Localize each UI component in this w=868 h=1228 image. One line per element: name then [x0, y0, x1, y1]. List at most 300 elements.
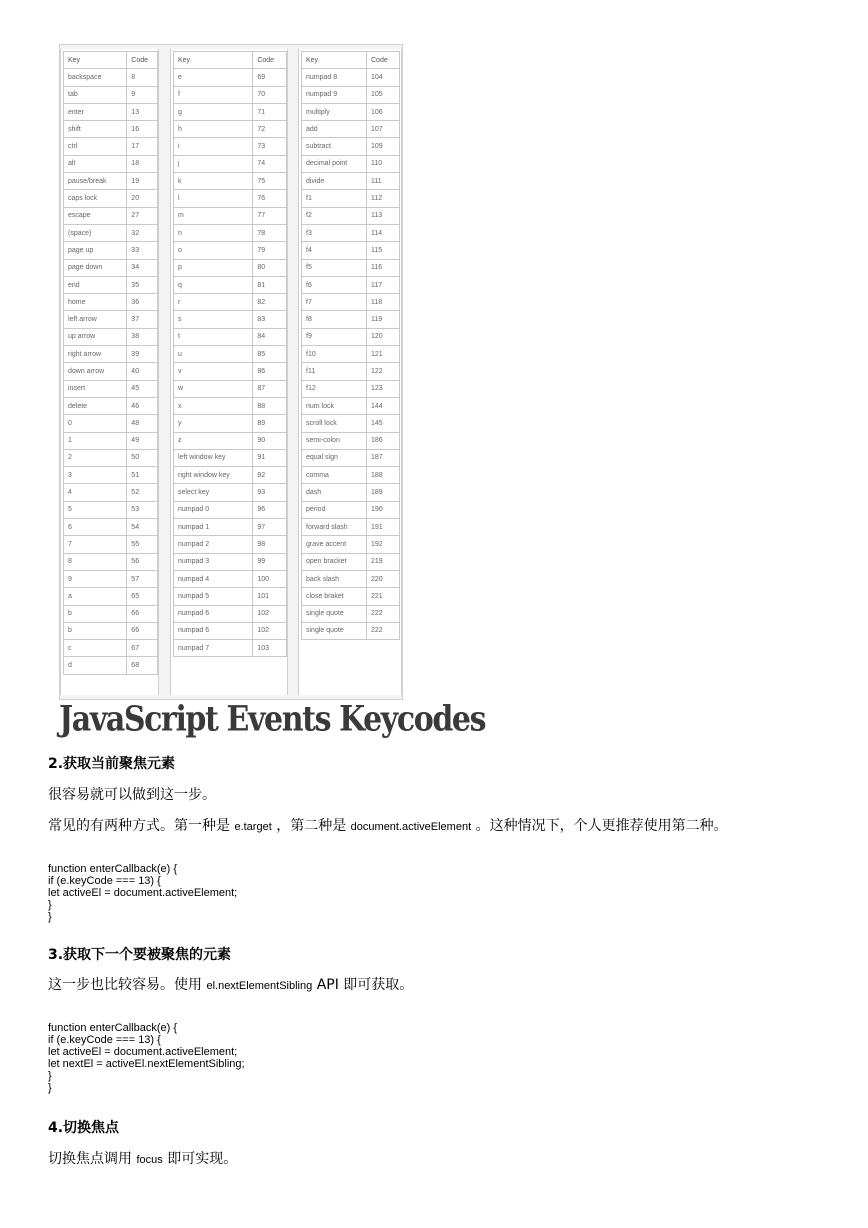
keycode-row — [64, 380, 158, 397]
keycode-row — [64, 363, 158, 380]
key-cell: end — [64, 276, 127, 293]
key-cell: j — [174, 155, 253, 172]
keycode-row — [302, 346, 400, 363]
section-4-heading: 4.切换焦点 — [48, 1120, 120, 1136]
paragraph-text: ，第二种是 — [271, 818, 351, 834]
code-cell: 220 — [367, 570, 400, 587]
key-cell: numpad 5 — [174, 588, 253, 605]
keycode-row — [64, 484, 158, 501]
keycode-row — [174, 155, 287, 172]
key-cell: e — [174, 69, 253, 86]
keycode-row — [174, 276, 287, 293]
code-cell: 188 — [367, 467, 400, 484]
code-cell: 104 — [367, 69, 400, 86]
code-cell: 34 — [127, 259, 158, 276]
keycode-row — [174, 69, 287, 86]
code-line: let activeEl = document.activeElement; — [48, 1046, 238, 1058]
key-cell: dash — [302, 484, 367, 501]
keycode-row — [64, 103, 158, 120]
keycode-row — [174, 622, 287, 639]
keycode-row — [302, 536, 400, 553]
code-cell: 84 — [253, 328, 287, 345]
keycode-row — [174, 467, 287, 484]
key-cell: 8 — [64, 553, 127, 570]
code-cell: 105 — [367, 86, 400, 103]
key-cell: period — [302, 501, 367, 518]
key-cell: right arrow — [64, 346, 127, 363]
keycode-row — [174, 484, 287, 501]
keycode-table-1 — [63, 51, 158, 675]
code-cell: 77 — [253, 207, 287, 224]
code-cell: 67 — [127, 640, 158, 657]
key-cell: (space) — [64, 224, 127, 241]
keycode-row — [302, 570, 400, 587]
inline-code-next-element-sibling: el.nextElementSibling — [206, 980, 313, 992]
code-cell: 106 — [367, 103, 400, 120]
keycode-row — [64, 570, 158, 587]
key-cell: f6 — [302, 276, 367, 293]
key-cell: x — [174, 397, 253, 414]
key-header-cell: Key — [174, 52, 253, 69]
key-cell: grave accent — [302, 536, 367, 553]
code-cell: 89 — [253, 415, 287, 432]
keycode-row — [174, 294, 287, 311]
key-cell: f12 — [302, 380, 367, 397]
keycode-row — [64, 328, 158, 345]
code-cell: 86 — [253, 363, 287, 380]
key-cell: a — [64, 588, 127, 605]
code-cell: 51 — [127, 467, 158, 484]
key-cell: f7 — [302, 294, 367, 311]
keycode-figure — [59, 44, 403, 700]
keycode-row — [302, 276, 400, 293]
key-cell: o — [174, 242, 253, 259]
code-cell: 33 — [127, 242, 158, 259]
code-cell: 145 — [367, 415, 400, 432]
inline-code-focus: focus — [136, 1154, 163, 1166]
code-cell: 189 — [367, 484, 400, 501]
keycode-row — [64, 605, 158, 622]
code-cell: 191 — [367, 519, 400, 536]
key-cell: down arrow — [64, 363, 127, 380]
key-cell: enter — [64, 103, 127, 120]
key-cell: 4 — [64, 484, 127, 501]
inline-code-active-element: document.activeElement — [350, 821, 472, 833]
key-cell: y — [174, 415, 253, 432]
code-cell: 53 — [127, 501, 158, 518]
code-cell: 119 — [367, 311, 400, 328]
keycode-row — [174, 588, 287, 605]
code-cell: 81 — [253, 276, 287, 293]
keycode-row — [302, 103, 400, 120]
code-cell: 109 — [367, 138, 400, 155]
code-cell: 8 — [127, 69, 158, 86]
keycode-row — [174, 640, 287, 657]
keycode-row — [174, 103, 287, 120]
key-cell: q — [174, 276, 253, 293]
keycode-row — [302, 121, 400, 138]
key-cell: z — [174, 432, 253, 449]
code-cell: 71 — [253, 103, 287, 120]
code-line: } — [48, 899, 52, 911]
keycode-row — [302, 380, 400, 397]
code-cell: 68 — [127, 657, 158, 674]
keycode-row — [174, 397, 287, 414]
keycode-row — [64, 432, 158, 449]
code-cell: 13 — [127, 103, 158, 120]
keycode-row — [64, 224, 158, 241]
keycode-row — [174, 519, 287, 536]
keycode-row — [302, 519, 400, 536]
code-cell: 18 — [127, 155, 158, 172]
code-cell: 144 — [367, 397, 400, 414]
code-line: let nextEl = activeEl.nextElementSibling; — [48, 1058, 245, 1070]
code-line: function enterCallback(e) { — [48, 1022, 178, 1034]
key-cell: m — [174, 207, 253, 224]
key-cell: b — [64, 622, 127, 639]
code-cell: 113 — [367, 207, 400, 224]
key-cell: b — [64, 605, 127, 622]
key-cell: f11 — [302, 363, 367, 380]
key-cell: f9 — [302, 328, 367, 345]
key-cell: up arrow — [64, 328, 127, 345]
code-cell: 45 — [127, 380, 158, 397]
key-cell: s — [174, 311, 253, 328]
paragraph-text: 。这种情况下，个人更推荐使用第二种。 — [471, 818, 728, 834]
keycode-row — [302, 207, 400, 224]
keycode-row — [64, 449, 158, 466]
keycode-row — [64, 276, 158, 293]
keycode-row — [174, 449, 287, 466]
keycode-row — [64, 138, 158, 155]
key-cell: f1 — [302, 190, 367, 207]
key-cell: 5 — [64, 501, 127, 518]
section-2-heading: 2.获取当前聚焦元素 — [48, 756, 176, 772]
keycode-row — [174, 501, 287, 518]
key-cell: numpad 4 — [174, 570, 253, 587]
keycode-row — [302, 588, 400, 605]
code-cell: 97 — [253, 519, 287, 536]
code-cell: 112 — [367, 190, 400, 207]
key-cell: numpad 7 — [174, 640, 253, 657]
code-cell: 54 — [127, 519, 158, 536]
code-line: if (e.keyCode === 13) { — [48, 875, 161, 887]
keycode-row — [64, 415, 158, 432]
keycode-row — [302, 138, 400, 155]
code-cell: 36 — [127, 294, 158, 311]
keycode-row — [302, 242, 400, 259]
code-cell: 27 — [127, 207, 158, 224]
keycode-row — [64, 536, 158, 553]
code-cell: 35 — [127, 276, 158, 293]
key-cell: numpad 3 — [174, 553, 253, 570]
key-cell: pause/break — [64, 173, 127, 190]
code-cell: 37 — [127, 311, 158, 328]
keycode-row — [64, 553, 158, 570]
key-cell: multiply — [302, 103, 367, 120]
keycode-column-2 — [170, 49, 288, 695]
keycode-row — [302, 328, 400, 345]
code-block-section-2 — [48, 863, 237, 923]
keycode-row — [174, 536, 287, 553]
code-cell: 32 — [127, 224, 158, 241]
key-cell: comma — [302, 467, 367, 484]
key-header-cell: Key — [302, 52, 367, 69]
keycode-row — [64, 467, 158, 484]
key-cell: f2 — [302, 207, 367, 224]
code-cell: 85 — [253, 346, 287, 363]
code-cell: 49 — [127, 432, 158, 449]
keycode-row — [302, 415, 400, 432]
keycode-row — [64, 173, 158, 190]
keycode-row — [302, 605, 400, 622]
code-cell: 102 — [253, 605, 287, 622]
code-cell: 55 — [127, 536, 158, 553]
keycode-row — [174, 207, 287, 224]
code-line: if (e.keyCode === 13) { — [48, 1034, 161, 1046]
keycode-column-1 — [60, 49, 159, 695]
code-cell: 103 — [253, 640, 287, 657]
code-cell: 90 — [253, 432, 287, 449]
key-cell: 9 — [64, 570, 127, 587]
code-cell: 96 — [253, 501, 287, 518]
keycode-row — [302, 397, 400, 414]
code-cell: 75 — [253, 173, 287, 190]
key-cell: 2 — [64, 449, 127, 466]
keycode-row — [64, 346, 158, 363]
code-cell: 39 — [127, 346, 158, 363]
code-cell: 100 — [253, 570, 287, 587]
key-cell: t — [174, 328, 253, 345]
keycode-row — [64, 622, 158, 639]
code-cell: 66 — [127, 605, 158, 622]
keycode-header-row — [174, 52, 287, 69]
code-cell: 102 — [253, 622, 287, 639]
key-cell: numpad 9 — [302, 86, 367, 103]
code-line: let activeEl = document.activeElement; — [48, 887, 238, 899]
code-cell: 83 — [253, 311, 287, 328]
key-cell: i — [174, 138, 253, 155]
keycode-row — [64, 588, 158, 605]
code-cell: 16 — [127, 121, 158, 138]
keycode-row — [64, 294, 158, 311]
code-cell: 219 — [367, 553, 400, 570]
keycode-row — [174, 173, 287, 190]
key-cell: semi-colon — [302, 432, 367, 449]
keycode-row — [302, 501, 400, 518]
keycode-row — [302, 622, 400, 639]
key-cell: f3 — [302, 224, 367, 241]
key-cell: insert — [64, 380, 127, 397]
keycode-row — [174, 311, 287, 328]
paragraph-text: 即可实现。 — [162, 1151, 238, 1167]
keycode-row — [174, 86, 287, 103]
key-cell: r — [174, 294, 253, 311]
key-cell: g — [174, 103, 253, 120]
keycode-row — [174, 553, 287, 570]
keycode-table-2 — [173, 51, 287, 657]
keycode-row — [302, 467, 400, 484]
key-cell: decimal point — [302, 155, 367, 172]
keycode-row — [64, 207, 158, 224]
key-cell: ctrl — [64, 138, 127, 155]
key-cell: u — [174, 346, 253, 363]
code-cell: 190 — [367, 501, 400, 518]
section-3-heading: 3.获取下一个要被聚焦的元素 — [48, 947, 232, 963]
key-cell: page down — [64, 259, 127, 276]
keycode-row — [64, 69, 158, 86]
code-cell: 80 — [253, 259, 287, 276]
key-header-cell: Key — [64, 52, 127, 69]
code-cell: 69 — [253, 69, 287, 86]
key-cell: 0 — [64, 415, 127, 432]
code-cell: 38 — [127, 328, 158, 345]
keycode-header-row — [302, 52, 400, 69]
keycode-row — [302, 484, 400, 501]
keycode-row — [174, 380, 287, 397]
keycode-row — [302, 294, 400, 311]
code-cell: 82 — [253, 294, 287, 311]
key-cell: f4 — [302, 242, 367, 259]
key-cell: back slash — [302, 570, 367, 587]
code-cell: 121 — [367, 346, 400, 363]
keycode-row — [174, 224, 287, 241]
key-cell: backspace — [64, 69, 127, 86]
code-cell: 46 — [127, 397, 158, 414]
keycode-column-3 — [298, 49, 402, 695]
code-cell: 222 — [367, 622, 400, 639]
code-block-section-3 — [48, 1022, 245, 1094]
code-cell: 222 — [367, 605, 400, 622]
code-cell: 186 — [367, 432, 400, 449]
keycode-row — [174, 242, 287, 259]
code-cell: 101 — [253, 588, 287, 605]
code-cell: 56 — [127, 553, 158, 570]
code-cell: 57 — [127, 570, 158, 587]
keycode-row — [174, 259, 287, 276]
code-header-cell: Code — [367, 52, 400, 69]
keycode-row — [64, 259, 158, 276]
code-cell: 107 — [367, 121, 400, 138]
key-cell: 7 — [64, 536, 127, 553]
key-cell: h — [174, 121, 253, 138]
key-cell: page up — [64, 242, 127, 259]
keycode-row — [64, 121, 158, 138]
keycode-row — [302, 432, 400, 449]
key-cell: v — [174, 363, 253, 380]
section-3-paragraph-1 — [48, 974, 413, 994]
keycode-row — [302, 69, 400, 86]
key-cell: w — [174, 380, 253, 397]
section-2-paragraph-1: 很容易就可以做到这一步。 — [48, 787, 216, 803]
code-cell: 72 — [253, 121, 287, 138]
code-cell: 123 — [367, 380, 400, 397]
code-line: } — [48, 1082, 52, 1094]
keycode-row — [174, 605, 287, 622]
keycode-row — [302, 190, 400, 207]
code-cell: 88 — [253, 397, 287, 414]
code-line: function enterCallback(e) { — [48, 863, 178, 875]
key-cell: numpad 6 — [174, 622, 253, 639]
key-cell: equal sign — [302, 449, 367, 466]
key-cell: alt — [64, 155, 127, 172]
keycode-row — [64, 86, 158, 103]
key-cell: f5 — [302, 259, 367, 276]
keycode-row — [302, 155, 400, 172]
section-4-paragraph-1 — [48, 1148, 237, 1168]
code-header-cell: Code — [127, 52, 158, 69]
key-cell: p — [174, 259, 253, 276]
code-cell: 66 — [127, 622, 158, 639]
key-cell: single quote — [302, 622, 367, 639]
paragraph-text: API 即可获取。 — [312, 977, 414, 993]
keycode-row — [302, 259, 400, 276]
code-cell: 76 — [253, 190, 287, 207]
keycode-row — [174, 328, 287, 345]
code-cell: 9 — [127, 86, 158, 103]
key-cell: shift — [64, 121, 127, 138]
keycode-row — [174, 432, 287, 449]
key-cell: open bracket — [302, 553, 367, 570]
paragraph-text: 常见的有两种方式。第一种是 — [48, 818, 235, 834]
key-cell: numpad 2 — [174, 536, 253, 553]
inline-code-e-target: e.target — [234, 821, 272, 833]
key-cell: c — [64, 640, 127, 657]
key-cell: num lock — [302, 397, 367, 414]
key-cell: forward slash — [302, 519, 367, 536]
code-cell: 91 — [253, 449, 287, 466]
code-cell: 221 — [367, 588, 400, 605]
code-cell: 48 — [127, 415, 158, 432]
key-cell: f — [174, 86, 253, 103]
keycode-row — [64, 519, 158, 536]
keycode-row — [302, 86, 400, 103]
keycode-row — [302, 553, 400, 570]
key-cell: numpad 6 — [174, 605, 253, 622]
keycode-row — [302, 224, 400, 241]
keycode-row — [64, 311, 158, 328]
code-cell: 50 — [127, 449, 158, 466]
code-cell: 52 — [127, 484, 158, 501]
key-cell: caps lock — [64, 190, 127, 207]
key-cell: 1 — [64, 432, 127, 449]
code-cell: 99 — [253, 553, 287, 570]
code-cell: 120 — [367, 328, 400, 345]
key-cell: d — [64, 657, 127, 674]
key-cell: home — [64, 294, 127, 311]
keycode-row — [302, 173, 400, 190]
paragraph-text: 切换焦点调用 — [48, 1151, 137, 1167]
key-cell: subtract — [302, 138, 367, 155]
key-cell: left window key — [174, 449, 253, 466]
key-cell: f10 — [302, 346, 367, 363]
code-cell: 65 — [127, 588, 158, 605]
key-cell: add — [302, 121, 367, 138]
keycode-row — [174, 570, 287, 587]
code-cell: 79 — [253, 242, 287, 259]
keycode-table-3 — [301, 51, 400, 640]
code-cell: 192 — [367, 536, 400, 553]
paragraph-text: 这一步也比较容易。使用 — [48, 977, 207, 993]
code-cell: 118 — [367, 294, 400, 311]
key-cell: single quote — [302, 605, 367, 622]
key-cell: right window key — [174, 467, 253, 484]
keycode-row — [302, 449, 400, 466]
code-cell: 70 — [253, 86, 287, 103]
code-cell: 19 — [127, 173, 158, 190]
code-cell: 98 — [253, 536, 287, 553]
key-cell: f8 — [302, 311, 367, 328]
